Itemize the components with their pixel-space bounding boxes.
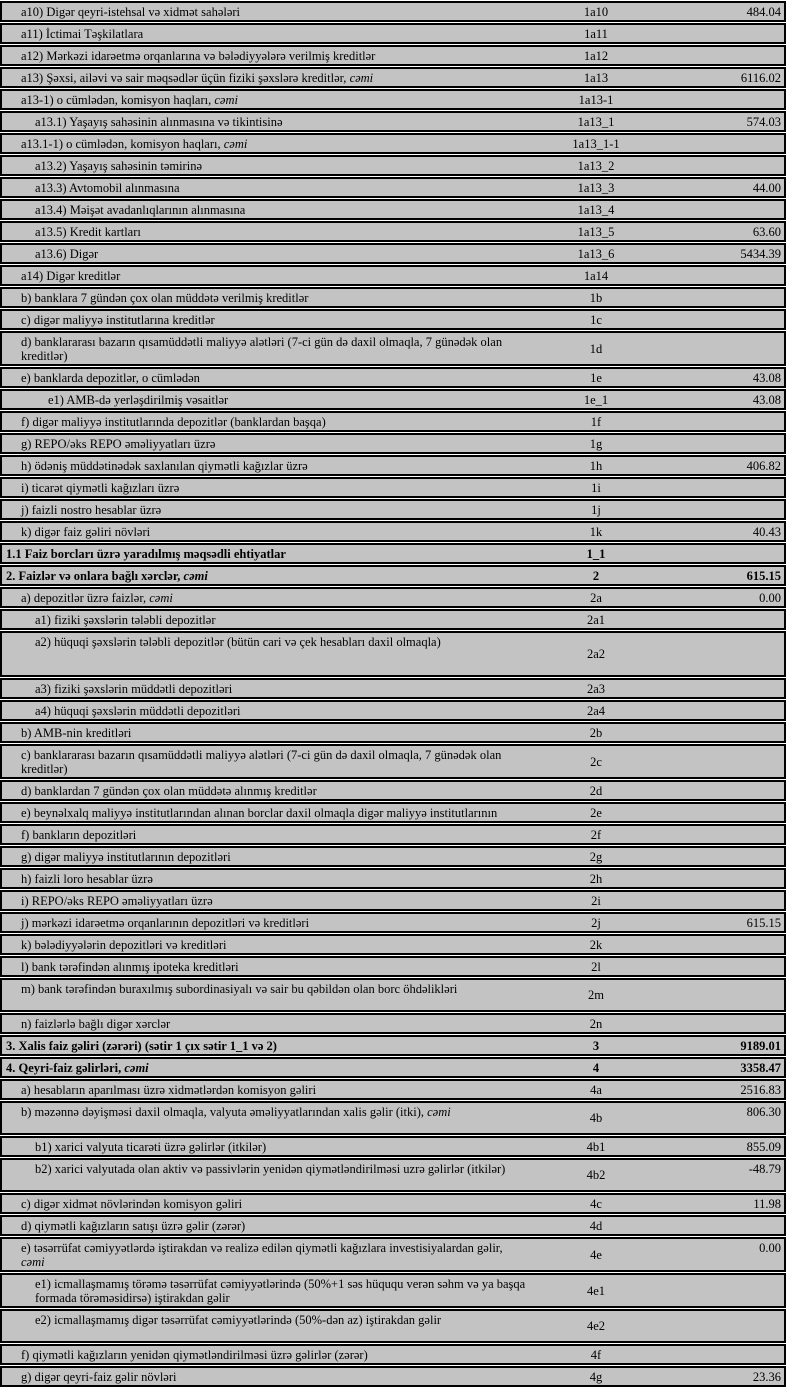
row-code-cell: 1a13_1 <box>577 114 615 129</box>
row-code-cell: 4b1 <box>586 1139 606 1154</box>
row-code-cell: 1k <box>589 524 603 539</box>
row-value-cell <box>661 1275 784 1306</box>
row-code-cell: 1c <box>590 312 602 327</box>
table-row <box>0 780 786 801</box>
row-description-cell <box>2 1160 531 1190</box>
row-code-cell: 2c <box>590 754 602 769</box>
table-row <box>0 1079 786 1100</box>
table-row <box>0 1 786 22</box>
row-description-cell <box>2 267 531 284</box>
table-row <box>0 477 786 498</box>
table-row <box>0 1035 786 1056</box>
row-description-cell <box>2 1217 531 1234</box>
row-description-cell <box>2 479 531 496</box>
table-row <box>0 111 786 132</box>
table-row <box>0 1136 786 1157</box>
row-value-cell <box>661 611 784 628</box>
table-row <box>0 934 786 955</box>
row-code-cell: 2g <box>589 849 603 864</box>
row-code-cell: 2b <box>589 725 603 740</box>
row-description-cell <box>2 391 531 408</box>
row-value-cell <box>661 848 784 865</box>
row-value-cell <box>661 870 784 887</box>
row-value-cell <box>661 782 784 799</box>
row-value-cell <box>661 435 784 452</box>
row-value-cell <box>661 1346 784 1363</box>
table-row <box>0 565 786 586</box>
row-code-cell: 1a13_2 <box>577 158 615 173</box>
row-value-cell: 43.08 <box>752 371 781 385</box>
row-value-cell: 0.00 <box>759 591 781 605</box>
row-description-cell <box>2 3 531 20</box>
row-description-text: 2. Faizlər və onlara bağlı xərclər, <box>6 569 181 583</box>
row-code-cell: 1a11 <box>584 26 608 41</box>
row-value-cell: 615.15 <box>746 916 781 930</box>
row-value-cell <box>661 157 784 174</box>
row-description-cell <box>2 91 531 108</box>
row-value-cell: -48.79 <box>748 1162 781 1176</box>
row-value-cell <box>661 958 784 975</box>
row-description-cell <box>2 980 531 1010</box>
row-description-text: a) hesabların aparılması üzrə xidmətlərdən komisyon gəliri <box>21 1083 317 1097</box>
row-description-cell <box>2 1368 531 1385</box>
table-row <box>0 956 786 977</box>
table-row <box>0 1215 786 1236</box>
table-row <box>0 824 786 845</box>
row-value-cell <box>661 479 784 496</box>
row-description-cell <box>2 804 531 821</box>
row-description-text: m) bank tərəfindən buraxılmış subordinasiyalı və sair bu qəbildən olan borc öhdəlikləri <box>21 982 458 996</box>
row-description-cell <box>2 245 531 262</box>
row-description-cell <box>2 782 531 799</box>
row-value-cell: 484.04 <box>746 5 781 19</box>
table-row <box>0 802 786 823</box>
row-value-cell <box>661 545 784 562</box>
table-row <box>0 521 786 542</box>
row-value-cell <box>661 201 784 218</box>
table-row <box>0 89 786 110</box>
row-description-cell <box>2 369 531 386</box>
row-value-cell <box>661 333 784 364</box>
row-code-cell: 2a1 <box>586 612 606 627</box>
row-code-cell: 1e <box>590 370 602 385</box>
row-description-text: k) digər faiz gəliri növləri <box>21 525 151 539</box>
row-description-cell <box>2 311 531 328</box>
row-code-cell: 1j <box>591 502 601 517</box>
row-description-text: k) bələdiyyələrin depozitləri və kreditləri <box>21 938 227 952</box>
row-description-cell <box>2 1275 531 1306</box>
table-row <box>0 199 786 220</box>
row-code-cell: 1a13_3 <box>577 180 615 195</box>
row-description-cell <box>2 914 531 931</box>
row-code-cell: 1i <box>591 480 601 495</box>
row-description-cell <box>2 1239 531 1270</box>
table-row <box>0 367 786 388</box>
row-code-cell: 3 <box>592 1038 600 1053</box>
row-value-cell: 2516.83 <box>740 1083 781 1097</box>
table-row <box>0 455 786 476</box>
row-code-cell: 2a <box>590 590 602 605</box>
table-row <box>0 1366 786 1387</box>
row-description-italic-suffix: cəmi <box>427 1105 451 1119</box>
row-code-cell: 2i <box>591 893 601 908</box>
row-description-cell <box>2 1311 531 1341</box>
table-row <box>0 587 786 608</box>
row-description-cell <box>2 589 531 606</box>
row-description-cell <box>2 724 531 741</box>
row-value-cell <box>661 413 784 430</box>
row-description-text: b) məzənnə dəyişməsi daxil olmaqla, valyuta əməliyyatlarından xalis gəlir (itki), <box>21 1105 424 1119</box>
row-value-cell <box>661 1015 784 1032</box>
row-code-cell: 1a13 <box>583 70 609 85</box>
row-code-cell: 1a10 <box>583 4 609 19</box>
row-description-text: a3) fiziki şəxslərin müddətli depozitləri <box>35 682 233 696</box>
row-value-cell <box>661 746 784 777</box>
row-description-cell <box>2 523 531 540</box>
table-row <box>0 1158 786 1192</box>
row-description-text: d) qiymətli kağızların satışı üzrə gəlir (zərər) <box>21 1219 246 1233</box>
row-value-cell: 855.09 <box>746 1140 781 1154</box>
row-value-cell <box>661 25 784 42</box>
row-value-cell: 574.03 <box>746 115 781 129</box>
table-row <box>0 133 786 154</box>
row-description-cell <box>2 936 531 953</box>
row-description-text: b1) xarici valyuta ticarəti üzrə gəlirlər (itkilər) <box>35 1140 267 1154</box>
row-description-text: j) mərkəzi idarəetmə orqanlarının depozitləri və kreditləri <box>21 916 310 930</box>
row-description-text: a13.6) Digər <box>35 247 99 261</box>
row-description-cell <box>2 892 531 909</box>
row-description-text: c) digər maliyyə institutlarına kreditlər <box>21 313 215 327</box>
row-description-text: f) qiymətli kağızların yenidən qiymətləndirilməsi üzrə gəlirlər (zərər) <box>21 1348 368 1362</box>
row-description-cell <box>2 958 531 975</box>
row-code-cell: 1g <box>589 436 603 451</box>
row-code-cell: 4b <box>589 1111 603 1125</box>
table-row <box>0 722 786 743</box>
row-code-cell: 2l <box>591 959 601 974</box>
row-description-cell <box>2 746 531 777</box>
row-description-text: a13.2) Yaşayış sahəsinin təmirinə <box>35 159 202 173</box>
table-row <box>0 433 786 454</box>
row-description-cell <box>2 848 531 865</box>
table-row <box>0 978 786 1012</box>
row-code-cell: 1h <box>589 458 603 473</box>
table-row <box>0 243 786 264</box>
table-row <box>0 1237 786 1272</box>
row-value-cell: 44.00 <box>752 181 781 195</box>
row-description-text: e) beynəlxalq maliyyə institutlarından alınan borclar daxil olmaqla digər maliyyə institutlarının <box>21 806 498 820</box>
row-description-text: e) təsərrüfat cəmiyyətlərdə iştirakdan və realizə edilən qiymətli kağızlara investisiyalardan gəlir, <box>21 1241 503 1255</box>
row-code-cell: 4 <box>592 1060 600 1075</box>
row-code-cell: 2a3 <box>586 681 606 696</box>
row-description-italic-suffix: cəmi <box>214 93 238 107</box>
row-description-text: b2) xarici valyutada olan aktiv və passivlərin yenidən qiymətləndirilməsi uzrə gəlirlər (itkilər) <box>35 1162 506 1176</box>
row-value-cell: 23.36 <box>752 1370 781 1384</box>
row-description-cell <box>2 1346 531 1363</box>
row-description-text: g) digər maliyyə institutlarının depozitləri <box>21 850 231 864</box>
row-value-cell: 406.82 <box>746 459 781 473</box>
row-description-text: l) bank tərəfindən alınmış ipoteka kreditləri <box>21 960 239 974</box>
table-row <box>0 45 786 66</box>
row-description-text: a4) hüquqi şəxslərin müddətli depozitləri <box>35 704 241 718</box>
row-description-cell <box>2 435 531 452</box>
row-code-cell: 4g <box>589 1369 603 1384</box>
row-description-text: a11) İctimai Təşkilatlara <box>21 27 144 41</box>
row-code-cell: 1_1 <box>586 546 606 561</box>
row-description-cell <box>2 1015 531 1032</box>
row-description-italic-suffix: cəmi <box>349 71 374 85</box>
row-description-text: e1) icmallaşmamış törəmə təsərrüfat cəmiyyətlərində (50%+1 səs hüququ verən səhm və ya başqa formada törəməsidirsə) iştirakdan gəlir <box>35 1277 526 1305</box>
row-description-cell <box>2 289 531 306</box>
row-value-cell <box>661 680 784 697</box>
row-code-cell: 4a <box>590 1082 602 1097</box>
row-value-cell <box>661 91 784 108</box>
row-value-cell: 806.30 <box>746 1105 781 1119</box>
row-description-text: f) bankların depozitləri <box>21 828 137 842</box>
row-description-cell <box>2 135 531 152</box>
row-description-cell <box>2 1103 531 1133</box>
row-code-cell: 1a12 <box>583 48 609 63</box>
table-row <box>0 411 786 432</box>
row-value-cell: 63.60 <box>752 225 781 239</box>
row-description-text: i) ticarət qiymətli kağızları üzrə <box>21 481 180 495</box>
row-description-text: f) digər maliyyə institutlarında depozitlər (banklardan başqa) <box>21 415 326 429</box>
row-description-italic-suffix: cəmi <box>183 569 208 583</box>
row-description-italic-suffix: cəmi <box>149 591 173 605</box>
row-code-cell: 2j <box>591 915 601 930</box>
row-value-cell <box>661 135 784 152</box>
row-code-cell: 1a13_4 <box>577 202 615 217</box>
table-row <box>0 1193 786 1214</box>
table-row <box>0 890 786 911</box>
row-value-cell: 5434.39 <box>740 247 781 261</box>
row-code-cell: 2a4 <box>586 703 606 718</box>
row-description-text: g) REPO/əks REPO əməliyyatları üzrə <box>21 437 216 451</box>
row-value-cell: 40.43 <box>752 525 781 539</box>
table-row <box>0 499 786 520</box>
row-description-cell <box>2 680 531 697</box>
table-row <box>0 1013 786 1034</box>
table-row <box>0 177 786 198</box>
row-description-cell <box>2 413 531 430</box>
row-description-text: h) ödəniş müddətinədək saxlanılan qiymətli kağızlar üzrə <box>21 459 308 473</box>
row-description-text: c) banklararası bazarın qısamüddətli maliyyə alətləri (7-ci gün də daxil olmaqla, 7 günədək olan kreditlər) <box>21 748 502 776</box>
row-description-text: g) digər qeyri-faiz gəlir növləri <box>21 1370 177 1384</box>
row-description-cell <box>2 201 531 218</box>
row-description-text: e1) AMB-də yerləşdirilmiş vəsaitlər <box>48 393 229 407</box>
row-description-text: a13.5) Kredit kartları <box>35 225 141 239</box>
table-row <box>0 868 786 889</box>
row-description-cell <box>2 157 531 174</box>
row-description-text: a13) Şəxsi, ailəvi və sair məqsədlər üçün fiziki şəxslərə kreditlər, <box>21 71 347 85</box>
row-description-cell <box>2 1138 531 1155</box>
row-description-text: a13.1) Yaşayış sahəsinin alınmasına və tikintisinə <box>35 115 283 129</box>
row-code-cell: 2 <box>592 568 600 583</box>
table-row <box>0 389 786 410</box>
row-description-text: a10) Digər qeyri-istehsal və xidmət sahələri <box>21 5 241 19</box>
row-code-cell: 2e <box>590 805 602 820</box>
row-description-cell <box>2 113 531 130</box>
table-row <box>0 67 786 88</box>
row-description-italic-suffix: cəmi <box>124 1061 149 1075</box>
row-description-italic-suffix: cəmi <box>21 1255 45 1269</box>
table-row <box>0 1057 786 1078</box>
row-description-cell <box>2 501 531 518</box>
row-description-text: h) faizli loro hesablar üzrə <box>21 872 153 886</box>
row-description-text: 4. Qeyri-faiz gəlirləri, <box>6 1061 122 1075</box>
row-description-text: e2) icmallaşmamış digər təsərrüfat cəmiyyətlərində (50%-dən az) iştirakdan gəlir <box>35 1313 442 1327</box>
row-code-cell: 1d <box>589 341 603 356</box>
table-row <box>0 1273 786 1308</box>
row-code-cell: 4d <box>589 1218 603 1233</box>
row-description-text: a13.4) Məişət avadanlıqlarının alınmasına <box>35 203 246 217</box>
row-code-cell: 2f <box>590 827 602 842</box>
row-value-cell <box>661 724 784 741</box>
row-description-text: d) banklararası bazarın qısamüddətli maliyyə alətləri (7-ci gün də daxil olmaqla, 7 günədək olan kreditlər) <box>21 335 503 363</box>
row-description-text: a13.3) Avtomobil alınmasına <box>35 181 180 195</box>
table-row <box>0 631 786 677</box>
table-row <box>0 700 786 721</box>
table-row <box>0 221 786 242</box>
row-value-cell <box>661 633 784 675</box>
row-description-cell <box>2 25 531 42</box>
row-description-cell <box>2 69 531 86</box>
row-code-cell: 2n <box>589 1016 603 1031</box>
row-description-cell <box>2 567 531 584</box>
row-description-text: n) faizlərlə bağlı digər xərclər <box>21 1017 171 1031</box>
table-row <box>0 155 786 176</box>
row-code-cell: 4b2 <box>586 1168 606 1182</box>
row-value-cell <box>661 892 784 909</box>
row-value-cell <box>661 980 784 1010</box>
table-row <box>0 912 786 933</box>
table-row <box>0 543 786 564</box>
table-row <box>0 744 786 779</box>
row-code-cell: 2d <box>589 783 603 798</box>
row-code-cell: 4f <box>590 1347 602 1362</box>
row-value-cell <box>661 311 784 328</box>
row-value-cell <box>661 1217 784 1234</box>
row-value-cell: 6116.02 <box>740 71 781 85</box>
row-description-cell <box>2 702 531 719</box>
row-value-cell <box>661 702 784 719</box>
row-description-text: a) depozitlər üzrə faizlər, <box>21 591 147 605</box>
row-description-cell <box>2 223 531 240</box>
table-row <box>0 609 786 630</box>
row-value-cell: 0.00 <box>759 1241 781 1255</box>
row-value-cell <box>661 804 784 821</box>
row-description-cell <box>2 333 531 364</box>
table-row <box>0 678 786 699</box>
row-code-cell: 4e <box>590 1247 602 1262</box>
row-description-cell <box>2 545 531 562</box>
row-description-cell <box>2 1081 531 1098</box>
row-description-cell <box>2 457 531 474</box>
row-code-cell: 2h <box>589 871 603 886</box>
row-code-cell: 1a13_6 <box>577 246 615 261</box>
row-description-italic-suffix: cəmi <box>223 137 248 151</box>
row-description-cell <box>2 1195 531 1212</box>
row-value-cell: 615.15 <box>746 569 781 583</box>
row-description-text: 1.1 Faiz borcları üzrə yaradılmış məqsədli ehtiyatlar <box>6 547 286 561</box>
row-code-cell: 1a14 <box>583 268 609 283</box>
row-code-cell: 1b <box>589 290 603 305</box>
row-code-cell: 2a2 <box>586 647 606 661</box>
row-description-text: a1) fiziki şəxslərin tələbli depozitlər <box>35 613 216 627</box>
table-row <box>0 1344 786 1365</box>
row-code-cell: 1f <box>590 414 602 429</box>
table-row <box>0 265 786 286</box>
row-code-cell: 1e_1 <box>583 392 609 407</box>
row-description-text: 3. Xalis faiz gəliri (zərəri) (sətir 1 çıx sətir 1_1 və 2) <box>6 1039 277 1053</box>
row-description-cell <box>2 1037 531 1054</box>
row-description-cell <box>2 179 531 196</box>
table-row <box>0 1101 786 1135</box>
row-description-text: a13-1) o cümlədən, komisyon haqları, <box>21 93 212 107</box>
row-code-cell: 1a13-1 <box>578 92 614 107</box>
row-code-cell: 4e2 <box>586 1319 606 1333</box>
row-code-cell: 1a13_1-1 <box>572 136 620 151</box>
row-description-text: e) banklarda depozitlər, o cümlədən <box>21 371 200 385</box>
table-row <box>0 287 786 308</box>
row-description-cell <box>2 633 531 675</box>
row-code-cell: 4c <box>590 1196 602 1211</box>
row-value-cell <box>661 289 784 306</box>
row-description-text: a12) Mərkəzi idarəetmə orqanlarına və bələdiyyələrə verilmiş kreditlər <box>21 49 376 63</box>
row-description-text: b) AMB-nin kreditləri <box>21 726 132 740</box>
row-code-cell: 2m <box>588 988 604 1002</box>
table-row <box>0 309 786 330</box>
row-value-cell <box>661 826 784 843</box>
table-row <box>0 23 786 44</box>
row-description-cell <box>2 47 531 64</box>
row-description-text: j) faizli nostro hesablar üzrə <box>21 503 162 517</box>
row-description-cell <box>2 826 531 843</box>
row-code-cell: 1a13_5 <box>577 224 615 239</box>
row-description-text: c) digər xidmət növlərindən komisyon gəliri <box>21 1197 243 1211</box>
row-description-text: i) REPO/əks REPO əməliyyatları üzrə <box>21 894 213 908</box>
row-description-text: d) banklardan 7 gündən çox olan müddətə alınmış kreditlər <box>21 784 317 798</box>
row-value-cell: 11.98 <box>753 1197 781 1211</box>
row-value-cell: 3358.47 <box>740 1061 781 1075</box>
row-value-cell: 43.08 <box>752 393 781 407</box>
row-description-cell <box>2 870 531 887</box>
row-description-text: b) banklara 7 gündən çox olan müddətə verilmiş kreditlər <box>21 291 309 305</box>
row-code-cell: 2k <box>589 937 603 952</box>
row-value-cell: 9189.01 <box>740 1039 781 1053</box>
table-row <box>0 1309 786 1343</box>
row-value-cell <box>661 1311 784 1341</box>
row-description-text: a14) Digər kreditlər <box>21 269 121 283</box>
table-row <box>0 331 786 366</box>
row-description-cell <box>2 611 531 628</box>
row-description-text: a13.1-1) o cümlədən, komisyon haqları, <box>21 137 221 151</box>
row-value-cell <box>661 936 784 953</box>
row-value-cell <box>661 501 784 518</box>
row-value-cell <box>661 47 784 64</box>
row-code-cell: 4e1 <box>586 1283 606 1298</box>
row-description-text: a2) hüquqi şəxslərin tələbli depozitlər (bütün cari və çek hesabları daxil olmaqla) <box>35 635 441 649</box>
row-value-cell <box>661 267 784 284</box>
table-row <box>0 846 786 867</box>
row-description-cell <box>2 1059 531 1076</box>
